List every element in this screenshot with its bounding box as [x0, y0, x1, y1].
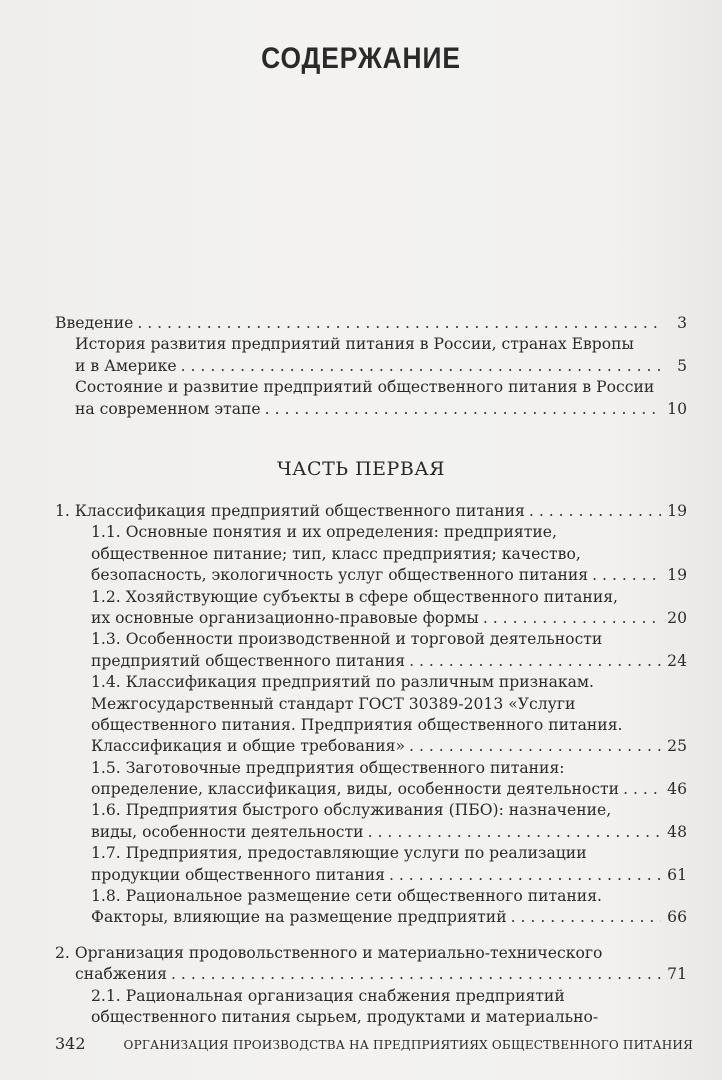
leader-dots [409, 651, 661, 672]
toc-text: 1.2. Хозяйствующие субъекты в сфере общественного питания, [91, 587, 619, 606]
toc-line [55, 715, 687, 736]
toc-entry [55, 313, 687, 334]
toc-gap [55, 929, 687, 943]
toc-entry [55, 501, 687, 522]
toc-entry [55, 399, 687, 420]
part-heading: ЧАСТЬ ПЕРВАЯ [276, 458, 446, 480]
toc-line [55, 334, 687, 355]
toc-page-number: 10 [667, 399, 687, 418]
toc-page-number: 24 [667, 651, 687, 670]
toc-page-number: 61 [667, 865, 687, 884]
toc-text: 1.1. Основные понятия и их определения: предприятие, [91, 523, 557, 542]
leader-dots [389, 865, 661, 886]
leader-dots [529, 501, 661, 522]
toc-text: виды, особенности деятельности [91, 822, 364, 841]
toc-intro-section [55, 313, 687, 420]
toc-line [55, 629, 687, 650]
page-footer [55, 1034, 693, 1053]
toc-text: 2. Организация продовольственного и материально-технического [55, 943, 603, 962]
toc-text: продукции общественного питания [91, 865, 385, 884]
toc-page-number: 5 [677, 356, 687, 375]
toc-text: на современном этапе [75, 399, 261, 418]
leader-dots [181, 356, 661, 377]
toc-text: общественное питание; тип, класс предприятия; качество, [91, 544, 581, 563]
toc-entry [55, 651, 687, 672]
toc-text: 1.5. Заготовочные предприятия общественного питания: [91, 758, 565, 777]
toc-line [55, 986, 687, 1007]
toc-page-number: 71 [667, 965, 687, 984]
toc-text: определение, классификация, виды, особенности деятельности [91, 780, 620, 799]
toc-page-number: 19 [667, 502, 687, 520]
toc-text: предприятий общественного питания [91, 651, 406, 670]
toc-line [55, 943, 687, 964]
leader-dots [171, 964, 661, 985]
leader-dots [409, 736, 661, 757]
toc-entry [55, 779, 687, 800]
toc-text: общественного питания сырьем, продуктами и материально- [91, 1007, 599, 1026]
toc-page-number: 66 [667, 908, 687, 927]
toc-entry [55, 822, 687, 843]
toc-entry [55, 736, 687, 757]
leader-dots [623, 779, 661, 800]
toc-text: снабжения [75, 965, 168, 984]
leader-dots [137, 313, 661, 334]
toc-text: 2.1. Рациональная организация снабжения предприятий [91, 986, 565, 1005]
toc-line [55, 800, 687, 821]
toc-text: 1.6. Предприятия быстрого обслуживания (ПБО): назначение, [91, 801, 612, 820]
toc-text: Состояние и развитие предприятий общественного питания в России [75, 378, 655, 397]
toc-line [55, 758, 687, 779]
toc-text: общественного питания. Предприятия общественного питания. [91, 715, 623, 734]
running-head: ОРГАНИЗАЦИЯ ПРОИЗВОДСТВА НА ПРЕДПРИЯТИЯХ ОБЩЕСТВЕННОГО ПИТАНИЯ [123, 1038, 693, 1052]
toc-line [55, 1007, 687, 1028]
toc-text: 1.8. Рациональное размещение сети общественного питания. [91, 887, 602, 906]
toc-text: Факторы, влияющие на размещение предприятий [91, 908, 507, 927]
toc-line [55, 694, 687, 715]
page-title: СОДЕРЖАНИЕ [261, 42, 461, 75]
toc-entry [55, 565, 687, 586]
toc-text: Классификация и общие требования» [91, 737, 406, 756]
toc-line [55, 672, 687, 693]
toc-line [55, 886, 687, 907]
toc-page-number: 46 [667, 780, 687, 799]
toc-text: 1.4. Классификация предприятий по различным признакам. [91, 673, 594, 692]
toc-entry [55, 907, 687, 928]
toc-text: 1.7. Предприятия, предоставляющие услуги по реализации [91, 844, 587, 863]
toc-text: безопасность, экологичность услуг общественного питания [91, 566, 589, 585]
page-number: 342 [55, 1034, 86, 1053]
toc-text: 1.3. Особенности производственной и торговой деятельности [91, 630, 603, 649]
toc-text: Введение [55, 314, 134, 332]
toc-line [55, 377, 687, 398]
toc-page-number: 19 [667, 566, 687, 585]
toc-entry [55, 356, 687, 377]
toc-text: 1. Классификация предприятий общественного питания [55, 502, 525, 520]
leader-dots [592, 565, 661, 586]
toc-text: История развития предприятий питания в России, странах Европы [75, 335, 634, 354]
leader-dots [483, 608, 661, 629]
toc-page-number: 25 [667, 737, 687, 756]
leader-dots [511, 907, 661, 928]
toc-page-number: 48 [667, 822, 687, 841]
toc-entry [55, 865, 687, 886]
toc-line [55, 544, 687, 565]
toc-page-number: 20 [667, 608, 687, 627]
toc-part-one-section [55, 501, 687, 1028]
toc-entry [55, 964, 687, 985]
toc-page-number: 3 [677, 314, 687, 332]
toc-entry [55, 608, 687, 629]
leader-dots [368, 822, 661, 843]
toc-text: Межгосударственный стандарт ГОСТ 30389-2013 «Услуги [91, 694, 576, 713]
toc-text: и в Америке [75, 356, 177, 375]
toc-line [55, 843, 687, 864]
toc-line [55, 587, 687, 608]
toc-text: их основные организационно-правовые формы [91, 608, 479, 627]
toc-line [55, 522, 687, 543]
leader-dots [265, 399, 661, 420]
